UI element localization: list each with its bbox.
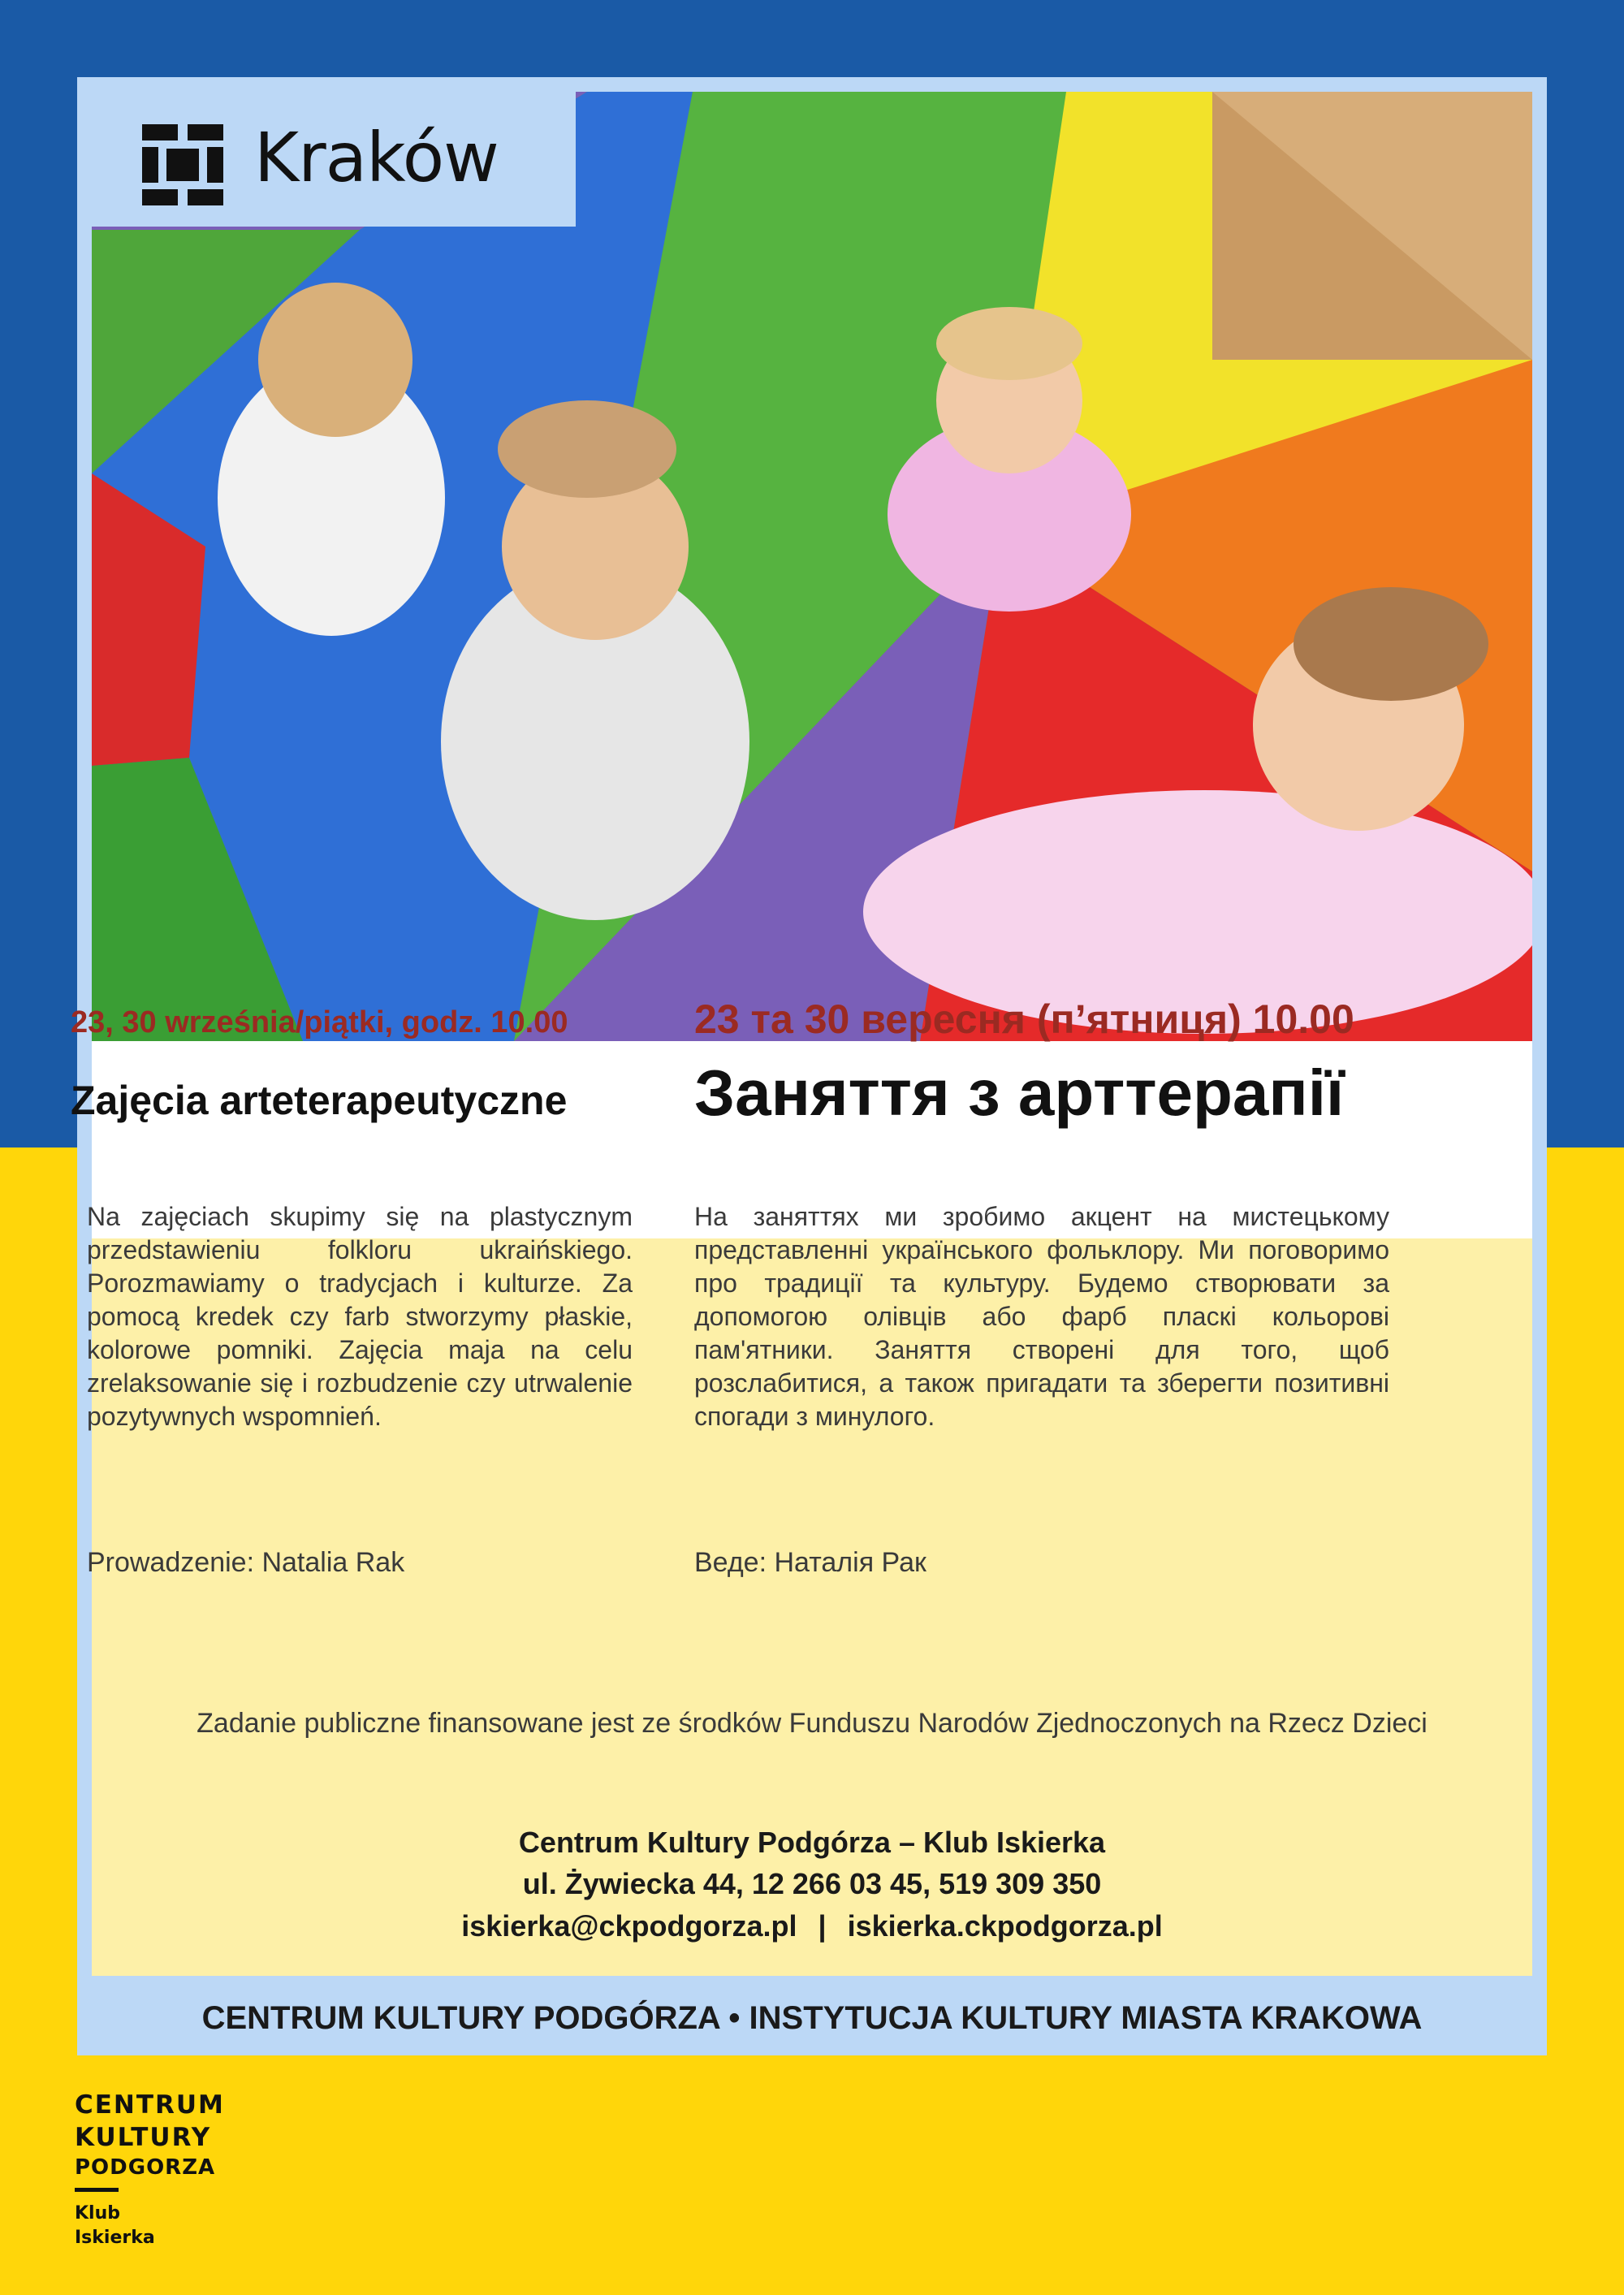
contact-address: ul. Żywiecka 44, 12 266 03 45, 519 309 350 [522, 1867, 1102, 1900]
ck-logo-line-1: CENTRUM [75, 2090, 225, 2120]
event-date-polish: 23, 30 września/piątki, godz. 10.00 [71, 1005, 568, 1039]
funding-notice: Zadanie publiczne finansowane jest ze środków Funduszu Narodów Zjednoczonych na Rzecz Dzieci [197, 1708, 1427, 1739]
description-polish: Na zajęciach skupimy się na plastycznym przedstawieniu folkloru ukraińskiego. Porozmawiamy o tradycjach i kulturze. Za pomocą kredek czy farb stworzymy płaskie, kolorowe pomniki. Zajęcia maja na celu zrelaksowanie się i rozbudzenie czy utrwalenie pozytywnych wspomnień. [87, 1202, 633, 1431]
centrum-kultury-logo [75, 2089, 237, 2250]
instructor-polish: Prowadzenie: Natalia Rak [87, 1547, 405, 1578]
ck-logo-line-5: Iskierka [75, 2228, 155, 2248]
ck-logo-line-4: Klub [75, 2203, 120, 2224]
event-title-polish: Zajęcia arteterapeutyczne [71, 1078, 568, 1123]
event-date-ukrainian: 23 та 30 вересня (п’ятниця) 10.00 [694, 996, 1354, 1042]
instructor-ukrainian: Веде: Наталія Рак [694, 1547, 926, 1578]
description-ukrainian: На заняттях ми зробимо акцент на мистецькому представленні українського фольклору. Ми поговоримо про традиції та культуру. Будемо створювати за допомогою олівців або фарб пласкі кольорові пам'ятники. Заняття створені для того, щоб розслабитися, а також пригадати та зберегти позитивні спогади з минулого. [694, 1202, 1389, 1431]
contact-separator: | [818, 1909, 827, 1943]
ck-logo-line-2: KULTURY [75, 2123, 212, 2152]
contact-email-link[interactable]: iskierka@ckpodgorza.pl [461, 1909, 797, 1943]
krakow-logo-text: Kraków [254, 118, 499, 197]
contact-website-link[interactable]: iskierka.ckpodgorza.pl [847, 1909, 1163, 1943]
contact-online [0, 1909, 1624, 1943]
footer-institution-line: CENTRUM KULTURY PODGÓRZA • INSTYTUCJA KULTURY MIASTA KRAKOWA [201, 2000, 1423, 2036]
contact-organizer: Centrum Kultury Podgórza – Klub Iskierka [518, 1826, 1106, 1859]
event-title-ukrainian: Заняття з арттерапії [694, 1057, 1345, 1129]
ck-logo-line-3: PODGORZA [75, 2155, 216, 2180]
ck-logo-divider [75, 2188, 119, 2192]
